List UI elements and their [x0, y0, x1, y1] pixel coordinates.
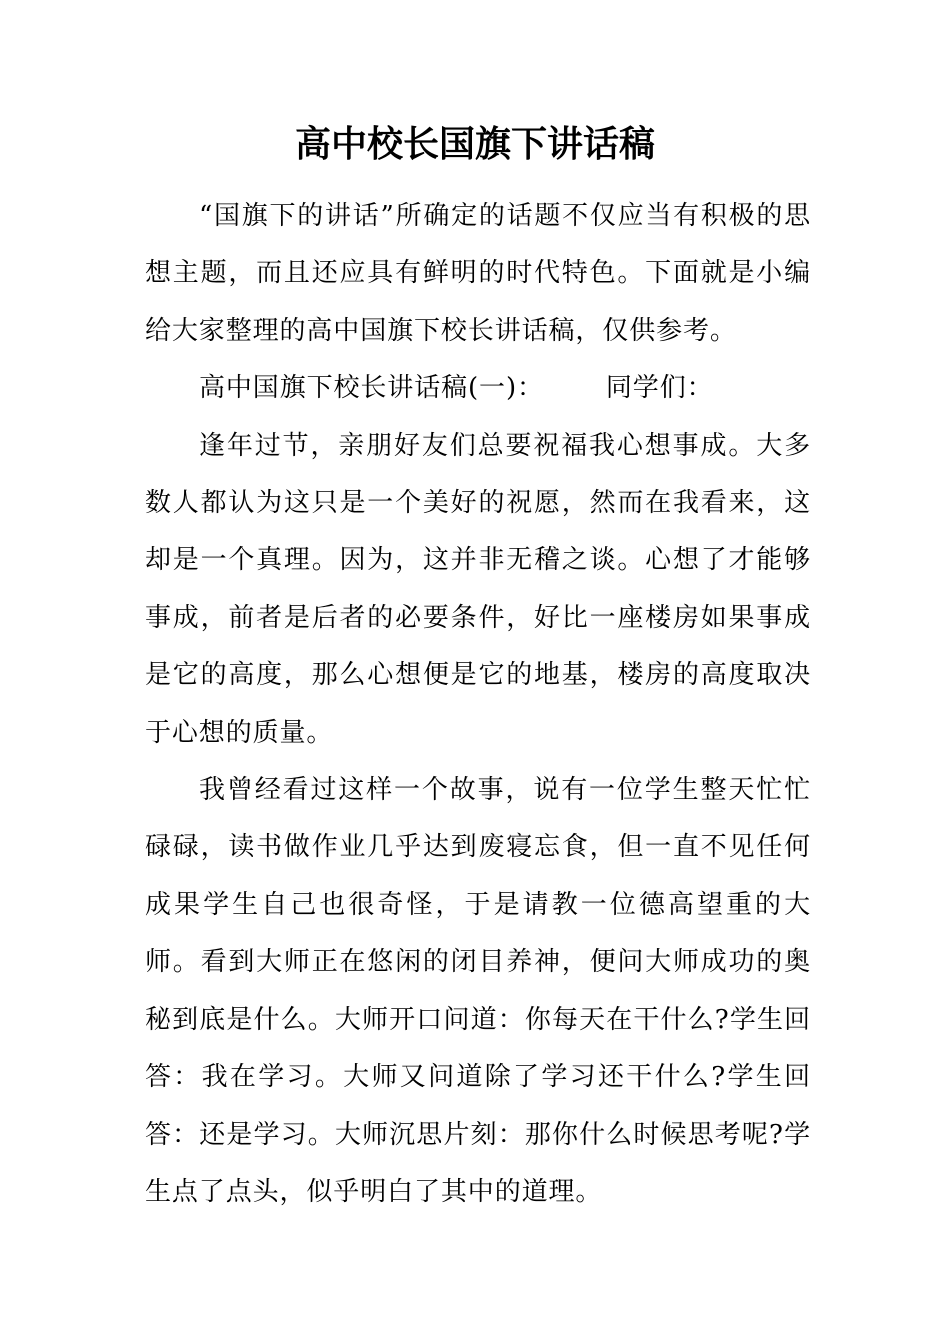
document-body — [145, 188, 811, 1221]
body-paragraph: 我曾经看过这样一个故事，说有一位学生整天忙忙碌碌，读书做作业几乎达到废寝忘食，但一直不见任何成果学生自己也很奇怪，于是请教一位德高望重的大师。看到大师正在悠闲的闭目养神，便问大师成功的奥秘到底是什么。大师开口问道：你每天在干什么?学生回答：我在学习。大师又问道除了学习还干什么?学生回答：还是学习。大师沉思片刻：那你什么时候思考呢?学生点了点头，似乎明白了其中的道理。 — [145, 775, 811, 1207]
intro-paragraph: “国旗下的讲话”所确定的话题不仅应当有积极的思想主题，而且还应具有鲜明的时代特色。下面就是小编给大家整理的高中国旗下校长讲话稿，仅供参考。 — [145, 201, 811, 346]
salutation: 同学们： — [605, 373, 714, 404]
document-title: 高中校长国旗下讲话稿 — [294, 123, 655, 165]
body-paragraph: 逢年过节，亲朋好友们总要祝福我心想事成。大多数人都认为这只是一个美好的祝愿，然而在我看来，这却是一个真理。因为，这并非无稽之谈。心想了才能够事成，前者是后者的必要条件，好比一座楼房如果事成是它的高度，那么心想便是它的地基，楼房的高度取决于心想的质量。 — [145, 430, 811, 748]
section-heading: 高中国旗下校长讲话稿(一)： — [199, 373, 544, 404]
section-heading-line — [145, 360, 811, 417]
